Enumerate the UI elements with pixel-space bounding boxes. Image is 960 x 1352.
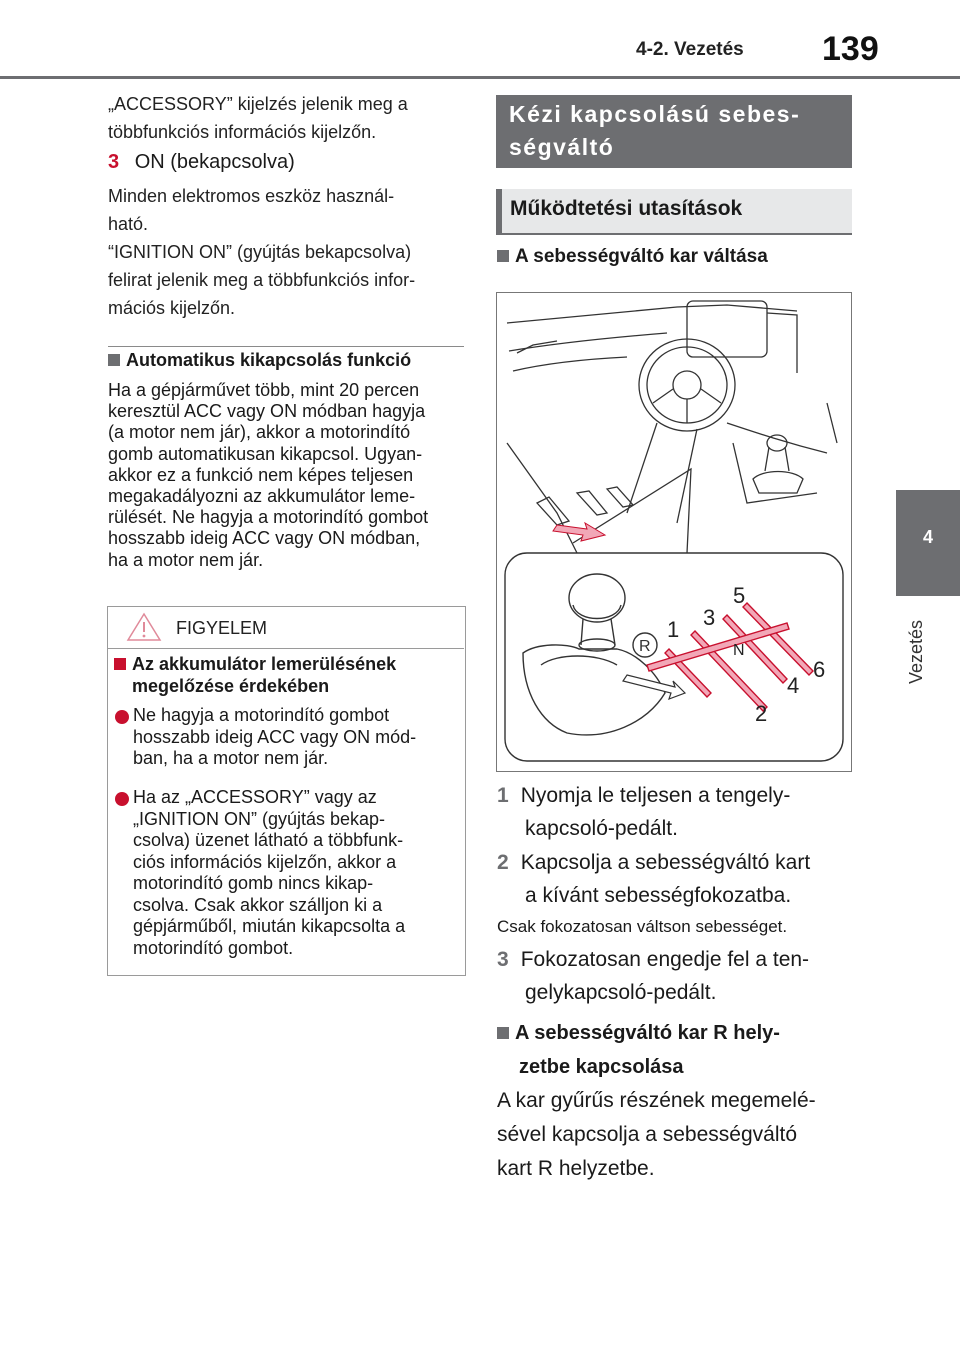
step-3-item [108, 146, 468, 178]
gear-label-1: 1 [667, 617, 680, 642]
gear-label-4: 4 [787, 673, 800, 698]
bullet-line: hosszabb ideig ACC vagy ON mód- [133, 726, 417, 747]
bullet-line: csolva. Csak akkor szálljon ki a [133, 894, 383, 915]
running-header-section: 4-2. Vezetés [636, 39, 744, 60]
square-bullet-icon [108, 354, 120, 366]
body-line: keresztül ACC vagy ON módban hagyja [108, 401, 426, 422]
on-desc-line-1: Minden elektromos eszköz használ- [108, 186, 395, 206]
on-desc-line-2: ható. [108, 214, 149, 234]
step-line: Kapcsolja a sebességváltó kart [520, 851, 811, 874]
bullet-line: Ha az „ACCESSORY” vagy az [133, 787, 377, 807]
banner-line: ségváltó [509, 134, 615, 160]
body-line: A kar gyűrűs részének megemelé- [497, 1089, 816, 1112]
body-line: gomb automatikusan kikapcsol. Ugyan- [108, 443, 423, 464]
body-line: rülését. Ne hagyja a motorindító gombot [108, 507, 429, 528]
step-line: Fokozatosan engedje fel a ten- [520, 948, 810, 971]
chapter-tab-label-wrap [900, 600, 940, 690]
step-3-item-right [497, 943, 847, 1009]
caution-bullet-1 [133, 705, 453, 770]
intro-line-1: „ACCESSORY” kijelzés jelenik meg a [108, 94, 408, 114]
body-line: sével kapcsolja a sebességváltó [497, 1123, 798, 1146]
body-line: (a motor nem jár), akkor a motorindító [108, 422, 411, 443]
on-msg-line-1: “IGNITION ON” (gyújtás bekapcsolva) [108, 242, 412, 262]
auto-off-body [108, 380, 466, 571]
on-msg-line-3: mációs kijelzőn. [108, 298, 236, 318]
step-1-item [497, 779, 847, 845]
body-line: megakadályozni az akkumulátor leme- [108, 486, 416, 507]
bullet-line: motorindító gombot. [133, 937, 294, 958]
warning-triangle-icon [126, 612, 162, 642]
sub-banner-accent [496, 189, 502, 233]
body-line: kart R helyzetbe. [497, 1157, 655, 1180]
square-bullet-icon [114, 658, 126, 670]
caution-heading-line: megelőzése érdekében [132, 676, 330, 696]
gear-label-r: R [639, 638, 651, 655]
body-line: hosszabb ideig ACC vagy ON módban, [108, 528, 421, 549]
bullet-dot-icon [115, 792, 129, 806]
section-banner-title [509, 98, 839, 164]
gearshift-illustration [497, 293, 851, 771]
gear-label-5: 5 [733, 583, 746, 608]
gear-label-6: 6 [813, 657, 826, 682]
gear-label-n: N [733, 642, 745, 659]
reverse-heading-line: A sebességváltó kar R hely- [515, 1022, 780, 1044]
body-line: Ha a gépjárművet több, mint 20 percen [108, 380, 420, 400]
step-line: kapcsoló-pedált. [525, 817, 678, 840]
sub-banner-rule [496, 233, 852, 235]
step-number: 3 [108, 151, 120, 173]
body-line: akkor ez a funkció nem képes teljesen [108, 464, 414, 485]
square-bullet-icon [497, 250, 509, 262]
bullet-line: motorindító gomb nincs kikap- [133, 873, 374, 893]
caution-heading [114, 653, 454, 697]
auto-off-heading [108, 350, 411, 371]
shift-heading-text: A sebességváltó kar váltása [515, 246, 768, 267]
on-msg-line-2: felirat jelenik meg a többfunkciós infor- [108, 270, 416, 290]
section-divider [108, 346, 464, 347]
step-line: Nyomja le teljesen a tengely- [520, 784, 791, 807]
intro-line-2: többfunkciós információs kijelzőn. [108, 122, 377, 142]
square-bullet-icon [497, 1027, 509, 1039]
bullet-line: gépjárműből, miután kikapcsolta a [133, 916, 406, 936]
banner-line: Kézi kapcsolású sebes- [509, 101, 801, 127]
caution-bullet-2 [133, 787, 453, 959]
page-number: 139 [822, 30, 879, 68]
step-note: Csak fokozatosan váltson sebességet. [497, 917, 788, 936]
step-2-item [497, 846, 847, 912]
bullet-line: ban, ha a motor nem jár. [133, 748, 329, 768]
shift-heading [497, 246, 768, 268]
bullet-line: ciós információs kijelzőn, akkor a [133, 851, 397, 872]
step-line: a kívánt sebességfokozatba. [525, 884, 792, 907]
caution-title: FIGYELEM [176, 618, 268, 638]
step-number: 2 [497, 851, 509, 874]
caution-heading-line: Az akkumulátor lemerülésének [132, 654, 397, 674]
gear-label-2: 2 [755, 701, 768, 726]
bullet-line: Ne hagyja a motorindító gombot [133, 705, 390, 725]
step-number: 1 [497, 784, 509, 807]
header-rule [0, 76, 960, 79]
bullet-line: csolva) üzenet látható a többfunk- [133, 830, 404, 850]
gear-label-3: 3 [703, 605, 716, 630]
step-number: 3 [497, 948, 509, 971]
body-line: ha a motor nem jár. [108, 549, 264, 570]
reverse-heading [497, 1016, 847, 1084]
auto-off-title: Automatikus kikapcsolás funkció [126, 350, 412, 370]
gearshift-figure [496, 292, 852, 772]
reverse-body [497, 1084, 847, 1186]
step-line: gelykapcsoló-pedált. [525, 981, 717, 1004]
chapter-tab-number: 4 [922, 527, 933, 547]
step-text: ON (bekapcsolva) [134, 151, 295, 173]
bullet-dot-icon [115, 710, 129, 724]
reverse-heading-line: zetbe kapcsolása [519, 1056, 684, 1078]
bullet-line: „IGNITION ON” (gyújtás bekap- [133, 808, 386, 829]
sub-banner-title: Működtetési utasítások [510, 197, 743, 220]
chapter-tab-label: Vezetés [906, 619, 926, 684]
